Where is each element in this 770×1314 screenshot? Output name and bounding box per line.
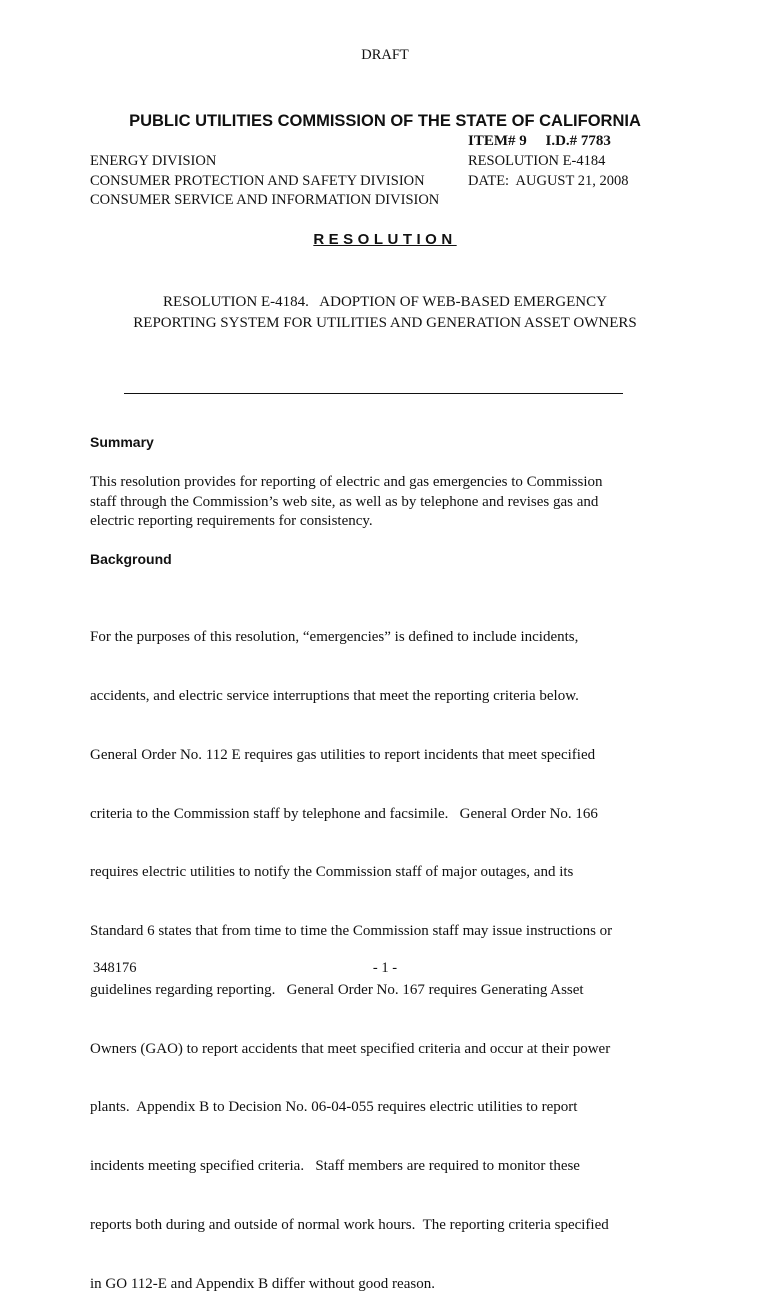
background-line: plants. Appendix B to Decision No. 06-04-055 requires electric utilities to report (90, 1099, 578, 1116)
draft-watermark-label: DRAFT (361, 47, 409, 63)
division-consumer-service: CONSUMER SERVICE AND INFORMATION DIVISION (90, 192, 440, 208)
document-number: 348176 (93, 960, 137, 976)
item-id-line: ITEM# 9 I.D.# 7783 (468, 133, 611, 149)
background-line: criteria to the Commission staff by telephone and facsimile. General Order No. 166 (90, 805, 598, 822)
resolution-title: RESOLUTION E-4184. ADOPTION OF WEB-BASED EMERGENCY REPORTING SYSTEM FOR UTILITIES AND GENERATION ASSET OWNERS (133, 294, 637, 331)
resolution-date: DATE: AUGUST 21, 2008 (468, 173, 629, 189)
resolution-number: RESOLUTION E-4184 (468, 153, 606, 169)
background-heading: Background (90, 551, 172, 567)
summary-line: electric reporting requirements for consistency. (90, 513, 373, 530)
background-line: guidelines regarding reporting. General Order No. 167 requires Generating Asset (90, 981, 584, 998)
background-line: incidents meeting specified criteria. Staff members are required to monitor these (90, 1158, 580, 1175)
division-energy: ENERGY DIVISION (90, 153, 217, 169)
title-divider (124, 393, 623, 394)
background-line: Owners (GAO) to report accidents that meet specified criteria and occur at their power (90, 1040, 611, 1057)
background-paragraph (90, 589, 690, 1314)
commission-title: PUBLIC UTILITIES COMMISSION OF THE STATE OF CALIFORNIA (129, 112, 641, 130)
summary-heading: Summary (90, 434, 154, 450)
background-line: reports both during and outside of normal work hours. The reporting criteria specified (90, 1217, 609, 1233)
background-line: For the purposes of this resolution, “emergencies” is defined to include incidents, (90, 629, 579, 646)
summary-paragraph (90, 473, 690, 532)
division-consumer-protection: CONSUMER PROTECTION AND SAFETY DIVISION (90, 173, 425, 189)
page-number: - 1 - (372, 960, 398, 976)
background-line: General Order No. 112 E requires gas utilities to report incidents that meet specified (90, 746, 596, 763)
summary-line: staff through the Commission’s web site, as well as by telephone and revises gas and (90, 493, 599, 510)
resolution-heading: RESOLUTION (313, 231, 457, 248)
background-line: accidents, and electric service interruptions that meet the reporting criteria below. (90, 687, 579, 704)
summary-line: This resolution provides for reporting of electric and gas emergencies to Commission (90, 474, 603, 490)
background-line: requires electric utilities to notify the Commission staff of major outages, and its (90, 864, 574, 881)
background-line: Standard 6 states that from time to time the Commission staff may issue instructions or (90, 923, 613, 940)
background-line: in GO 112-E and Appendix B differ without good reason. (90, 1275, 435, 1292)
